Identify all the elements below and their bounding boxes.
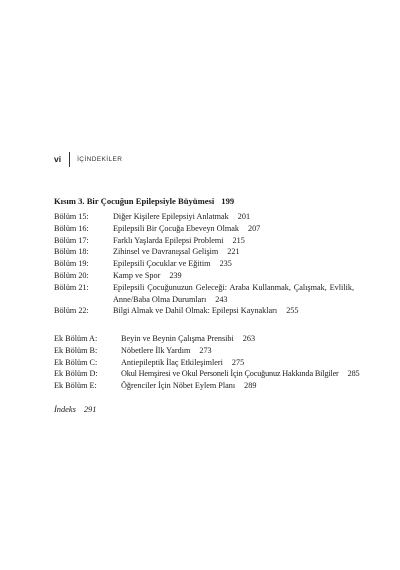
entry-label: Bölüm 17:: [54, 235, 89, 245]
entry-label: Ek Bölüm D:: [54, 369, 98, 379]
entry-page: 215: [232, 235, 245, 245]
entry-title: Epilepsili Çocuklar ve Eğitim: [113, 259, 211, 269]
part-page: 199: [221, 196, 235, 206]
entry-page: 239: [169, 270, 182, 280]
entry-page: 273: [199, 345, 212, 355]
toc-entry-appendix-a: [54, 333, 354, 345]
toc-entry-chapter-15: [54, 211, 354, 223]
entry-title: Epilepsili Bir Çocuğa Ebeveyn Olmak: [113, 223, 239, 233]
toc-entry-appendix-e: [54, 380, 354, 392]
entry-label: Bölüm 20:: [54, 270, 89, 280]
toc-entry-chapter-22: [54, 305, 354, 317]
entry-page: 275: [231, 357, 245, 367]
chapter-list: [54, 211, 354, 317]
appendix-list: [54, 333, 360, 392]
running-head-title: İÇİNDEKİLER: [77, 155, 123, 163]
entry-title: Diğer Kişilere Epilepsiyi Anlatmak: [113, 212, 229, 221]
part-heading: [54, 196, 234, 206]
toc-entry-appendix-d: [54, 368, 360, 380]
entry-label: Ek Bölüm E:: [54, 381, 97, 391]
toc-entry-chapter-16: [54, 223, 354, 235]
running-head: [54, 151, 122, 167]
part-title: Kısım 3. Bir Çocuğun Epilepsiyle Büyümesi: [54, 196, 215, 206]
index-label: İndeks: [54, 405, 76, 414]
toc-entry-appendix-b: [54, 345, 354, 357]
toc-entry-chapter-20: [54, 270, 354, 282]
entry-label: Bölüm 19:: [54, 259, 89, 269]
entry-label: Bölüm 15:: [54, 212, 89, 221]
entry-label: Bölüm 22:: [54, 306, 89, 316]
entry-title: Zihinsel ve Davranışsal Gelişim: [113, 247, 219, 257]
toc-entry-chapter-17: [54, 235, 354, 247]
entry-page: 263: [242, 334, 256, 343]
entry-page: 255: [286, 306, 299, 316]
entry-title: Nöbetlere İlk Yardım: [121, 345, 191, 355]
entry-title: Okul Hemşiresi ve Okul Personeli İçin Çocuğunuz Hakkında Bilgiler: [121, 369, 339, 379]
toc-entry-appendix-c: [54, 357, 354, 369]
entry-label: Bölüm 16:: [54, 223, 89, 233]
entry-label: Ek Bölüm B:: [54, 345, 98, 355]
entry-page: 207: [247, 223, 261, 233]
toc-entry-chapter-21: [54, 282, 354, 306]
toc-entry-index: [54, 405, 96, 414]
page-number: vi: [54, 154, 62, 164]
entry-page: 201: [237, 212, 251, 221]
entry-page: 235: [219, 259, 232, 269]
toc-entry-chapter-19: [54, 258, 354, 270]
entry-page: 289: [244, 381, 257, 391]
entry-title: Bilgi Almak ve Dahil Olmak: Epilepsi Kaynakları: [113, 306, 278, 316]
entry-title: Epilepsili Çocuğunuzun Geleceği: Araba Kullanmak, Çalışmak, Evlilik, Anne/Baba Olma Durumları: [113, 282, 354, 304]
entry-title: Öğrenciler İçin Nöbet Eylem Planı: [121, 381, 236, 391]
entry-label: Bölüm 18:: [54, 247, 89, 257]
running-head-divider: [69, 152, 70, 167]
entry-title: Kamp ve Spor: [113, 270, 161, 280]
entry-title: Beyin ve Beynin Çalışma Prensibi: [121, 334, 234, 343]
entry-title: Antiepileptik İlaç Etkileşimleri: [121, 357, 223, 367]
entry-page: 243: [215, 294, 228, 304]
entry-page: 221: [227, 247, 240, 257]
entry-label: Ek Bölüm C:: [54, 357, 98, 367]
entry-title: Farklı Yaşlarda Epilepsi Problemi: [113, 235, 224, 245]
index-page: 291: [83, 405, 97, 414]
toc-entry-chapter-18: [54, 246, 354, 258]
entry-page: 285: [347, 369, 360, 379]
entry-label: Bölüm 21:: [54, 282, 89, 292]
entry-label: Ek Bölüm A:: [54, 334, 98, 343]
